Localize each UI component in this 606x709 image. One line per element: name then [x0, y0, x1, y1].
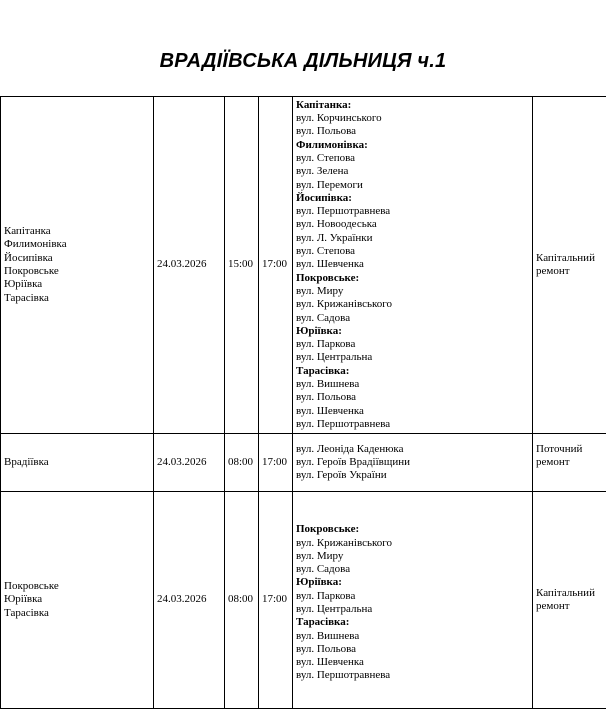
streets-cell	[293, 97, 533, 434]
street-name: вул. Центральна	[296, 351, 529, 364]
work-type-cell	[533, 492, 606, 709]
settlement-heading: Покровське:	[296, 272, 529, 285]
text-line: Йосипівка	[4, 252, 150, 265]
work-type-cell	[533, 97, 606, 434]
text-line: Капітальний	[536, 587, 604, 600]
text-line: Поточний	[536, 443, 604, 456]
street-name: вул. Садова	[296, 563, 529, 576]
street-name: вул. Центральна	[296, 603, 529, 616]
street-name: вул. Леоніда Каденюка	[296, 443, 529, 456]
text-line: Филимонівка	[4, 238, 150, 251]
text-line: Капітальний	[536, 252, 604, 265]
settlement-heading: Юріївка:	[296, 325, 529, 338]
work-type-cell	[533, 434, 606, 492]
text-line: Покровське	[4, 265, 150, 278]
text-line: ремонт	[536, 456, 604, 469]
street-name: вул. Паркова	[296, 338, 529, 351]
street-name: вул. Героїв Врадіївщини	[296, 456, 529, 469]
settlements-cell	[1, 434, 154, 492]
street-name: вул. Героїв України	[296, 469, 529, 482]
settlements-cell	[1, 492, 154, 709]
page-title: ВРАДІЇВСЬКА ДІЛЬНИЦЯ ч.1	[0, 50, 606, 73]
street-name: вул. Першотравнева	[296, 205, 529, 218]
street-name: вул. Польова	[296, 643, 529, 656]
start-time-cell: 08:00	[225, 434, 259, 492]
street-name: вул. Корчинського	[296, 112, 529, 125]
street-name: вул. Крижанівського	[296, 537, 529, 550]
street-name: вул. Миру	[296, 550, 529, 563]
street-name: вул. Шевченка	[296, 656, 529, 669]
text-line: Тарасівка	[4, 292, 150, 305]
street-name: вул. Паркова	[296, 590, 529, 603]
street-name: вул. Перемоги	[296, 179, 529, 192]
street-name: вул. Л. Українки	[296, 232, 529, 245]
street-name: вул. Вишнева	[296, 630, 529, 643]
street-name: вул. Степова	[296, 152, 529, 165]
text-line: Юріївка	[4, 278, 150, 291]
street-name: вул. Першотравнева	[296, 418, 529, 431]
street-name: вул. Зелена	[296, 165, 529, 178]
table-row	[1, 492, 606, 709]
street-name: вул. Миру	[296, 285, 529, 298]
street-name: вул. Новоодеська	[296, 218, 529, 231]
settlement-heading: Капітанка:	[296, 99, 529, 112]
street-name: вул. Степова	[296, 245, 529, 258]
end-time-cell: 17:00	[259, 97, 293, 434]
street-name: вул. Першотравнева	[296, 669, 529, 682]
street-name: вул. Польова	[296, 391, 529, 404]
streets-cell	[293, 492, 533, 709]
settlement-heading: Йосипівка:	[296, 192, 529, 205]
end-time-cell: 17:00	[259, 434, 293, 492]
settlement-heading: Филимонівка:	[296, 139, 529, 152]
street-name: вул. Садова	[296, 312, 529, 325]
date-cell: 24.03.2026	[154, 434, 225, 492]
start-time-cell: 15:00	[225, 97, 259, 434]
streets-cell	[293, 434, 533, 492]
street-name: вул. Вишнева	[296, 378, 529, 391]
start-time-cell: 08:00	[225, 492, 259, 709]
date-cell: 24.03.2026	[154, 97, 225, 434]
settlements-cell	[1, 97, 154, 434]
street-name: вул. Крижанівського	[296, 298, 529, 311]
text-line: Юріївка	[4, 593, 150, 606]
text-line: Капітанка	[4, 225, 150, 238]
street-name: вул. Шевченка	[296, 258, 529, 271]
text-line: ремонт	[536, 265, 604, 278]
settlement-heading: Юріївка:	[296, 576, 529, 589]
settlement-heading: Покровське:	[296, 523, 529, 536]
text-line: Врадіївка	[4, 456, 150, 469]
date-cell: 24.03.2026	[154, 492, 225, 709]
end-time-cell: 17:00	[259, 492, 293, 709]
table-row	[1, 434, 606, 492]
settlement-heading: Тарасівка:	[296, 365, 529, 378]
text-line: Тарасівка	[4, 607, 150, 620]
table-row	[1, 97, 606, 434]
street-name: вул. Шевченка	[296, 405, 529, 418]
text-line: Покровське	[4, 580, 150, 593]
outage-schedule-table	[0, 96, 606, 709]
text-line: ремонт	[536, 600, 604, 613]
settlement-heading: Тарасівка:	[296, 616, 529, 629]
street-name: вул. Польова	[296, 125, 529, 138]
